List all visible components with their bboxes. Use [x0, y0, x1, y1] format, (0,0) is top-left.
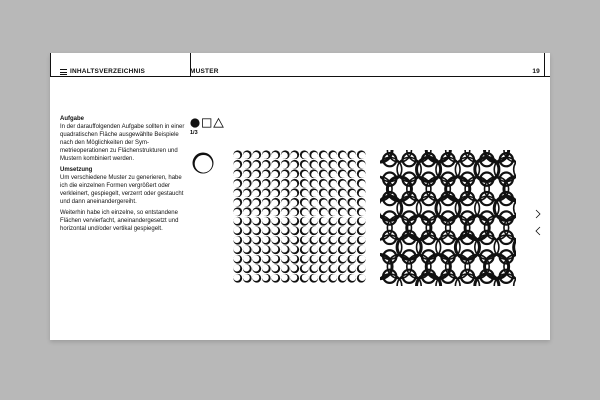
circle-shape-option[interactable] — [190, 118, 199, 127]
triangle-shape-option[interactable] — [214, 119, 223, 128]
implementation-text-2: Weiterhin habe ich einzelne, so entstandene Flächen vervierfacht, aneinandergesetzt und horizontal und/oder vertikal gespiegelt. — [60, 210, 179, 233]
task-title: Aufgabe — [60, 116, 84, 122]
implementation-title: Umsetzung — [60, 167, 93, 173]
next-page-button[interactable] — [533, 208, 543, 220]
header-tick — [544, 53, 545, 76]
section-title: MUSTER — [190, 68, 219, 75]
page-number: 19 — [532, 68, 540, 75]
header-tick — [50, 53, 51, 76]
square-shape-option[interactable] — [203, 119, 211, 127]
implementation-block — [60, 166, 185, 206]
toc-link[interactable]: INHALTSVERZEICHNIS — [70, 68, 145, 75]
crescent-motif — [191, 151, 215, 175]
pattern-b — [380, 150, 516, 286]
shape-counter: 1/3 — [190, 130, 198, 136]
implementation-text: Um verschiedene Muster zu generieren, habe ich die einzelnen Formen vergrößert oder verkleinert, gespiegelt, verzerrt oder gestaucht und dann aneinandergereiht. — [60, 175, 184, 206]
shape-selector — [190, 117, 230, 129]
header-rule — [50, 76, 550, 77]
chevron-right-icon — [533, 208, 543, 220]
task-block — [60, 115, 185, 164]
previous-page-button[interactable] — [533, 225, 543, 237]
menu-icon[interactable] — [60, 69, 67, 75]
task-text: In der darauffolgenden Aufgabe sollten in einer quadratischen Fläche ausgewählte Beispiele nach den Möglichkeiten der Sym-metrieoperationen zu Flächenstrukturen und Mustern kombiniert werden. — [60, 124, 185, 163]
chevron-left-icon — [533, 225, 543, 237]
document-page — [50, 53, 550, 340]
pattern-a — [233, 150, 366, 283]
